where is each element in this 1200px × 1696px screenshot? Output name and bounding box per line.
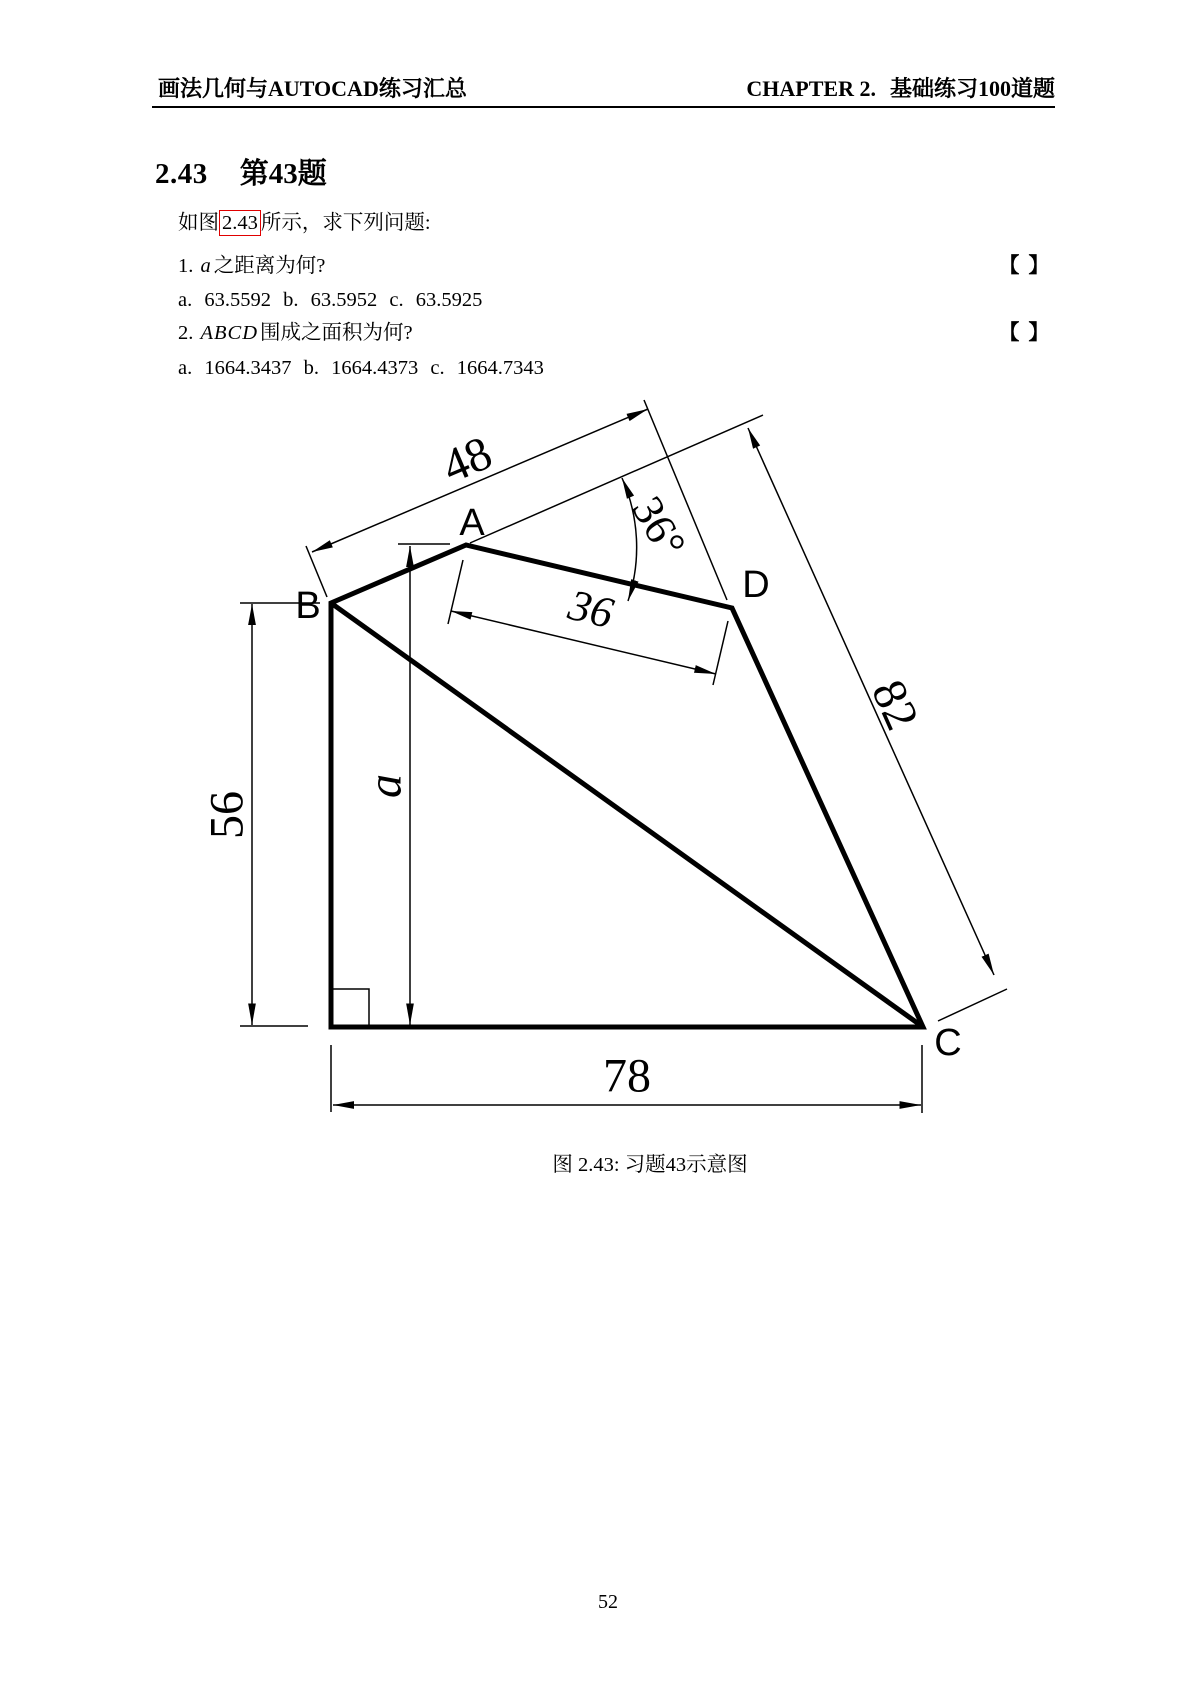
dim-56-value: 56 <box>200 791 254 839</box>
question-1-text: 之距离为何? <box>213 255 326 277</box>
answer-brackets-1: 【 】 <box>998 255 1051 277</box>
dim-36-value: 36 <box>563 580 619 638</box>
dim-82-ext-c <box>938 989 1007 1021</box>
page-number: 52 <box>598 1591 618 1613</box>
dim-angle-value: 36° <box>622 488 696 566</box>
header-chapter-title: 基础练习100道题 <box>889 76 1055 101</box>
answer-brackets-2: 【 】 <box>998 322 1051 344</box>
header-chapter-number: CHAPTER 2. <box>746 76 876 101</box>
section-title: 第43题 <box>239 158 327 190</box>
question-2-text: 围成之面积为何? <box>260 322 413 344</box>
dim-a-value: a <box>358 774 412 798</box>
question-1-variable: a <box>200 255 212 277</box>
dim-36-ext-a <box>448 560 463 624</box>
dim-48-value: 48 <box>434 426 500 494</box>
question-2-number: 2. <box>178 322 199 344</box>
dim-78-value: 78 <box>603 1049 651 1103</box>
dim-36-ext-d <box>713 621 728 685</box>
vertex-label-c: C <box>934 1022 962 1064</box>
question-1-number: 1. <box>178 255 199 277</box>
question-2-variable: ABCD <box>200 322 259 344</box>
section-number: 2.43 <box>155 158 208 190</box>
diagonal-bc <box>331 603 923 1027</box>
vertex-label-d: D <box>742 564 770 606</box>
question-2-options: a. 1664.3437 b. 1664.4373 c. 1664.7343 <box>178 357 544 379</box>
header-book-title: 画法几何与AUTOCAD练习汇总 <box>158 76 467 101</box>
right-angle-mark <box>331 989 369 1027</box>
intro-prefix: 如图 <box>178 212 219 234</box>
dim-82-value: 82 <box>861 672 929 738</box>
figure-reference-link[interactable]: 2.43 <box>219 210 261 236</box>
vertex-label-a: A <box>459 502 485 544</box>
shape-outline <box>331 545 923 1027</box>
question-1-options: a. 63.5592 b. 63.5952 c. 63.5925 <box>178 289 483 311</box>
intro-suffix: 所示，求下列问题: <box>260 212 431 234</box>
figure-caption: 图 2.43: 习题43示意图 <box>552 1154 748 1176</box>
vertex-label-b: B <box>295 585 321 627</box>
ba-extension-ray <box>470 415 763 543</box>
